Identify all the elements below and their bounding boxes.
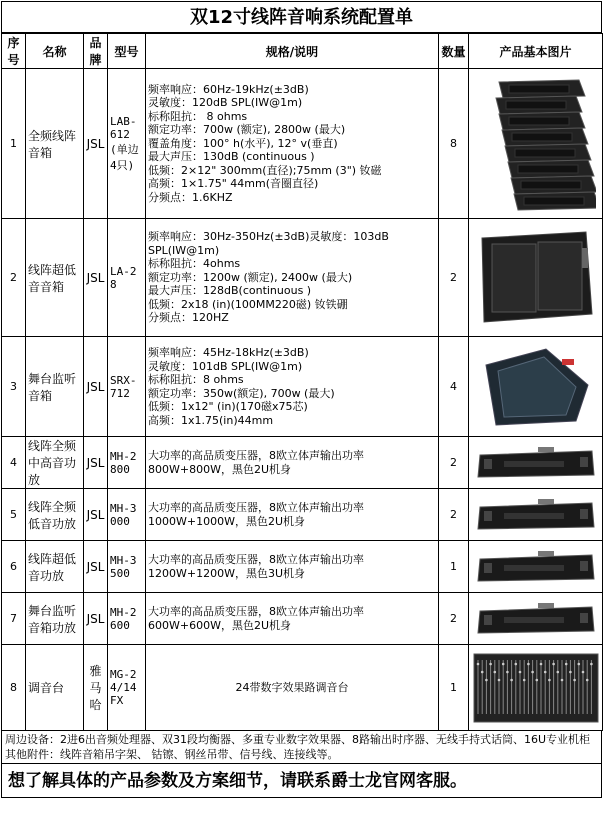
product-spec — [146, 593, 439, 645]
product-image — [469, 489, 603, 541]
product-brand: JSL — [84, 437, 108, 489]
table-header-row — [2, 34, 603, 69]
power-amplifier-icon — [471, 599, 600, 639]
product-brand: JSL — [84, 489, 108, 541]
spec-line: 分频点：1.6KHZ — [148, 190, 233, 204]
product-spec — [146, 645, 439, 731]
product-brand: JSL — [84, 69, 108, 219]
product-brand: 雅马哈 — [84, 645, 108, 731]
spec-line: 标称阻抗： 8 ohms — [148, 109, 248, 123]
config-sheet — [1, 1, 602, 822]
table-row — [2, 489, 603, 541]
spec-line: 大功率的高品质变压器，8欧立体声输出功率 — [148, 605, 364, 618]
header-spec: 规格/说明 — [146, 34, 439, 69]
subwoofer-icon — [471, 228, 600, 328]
table-row — [2, 337, 603, 437]
spec-line: 标称阻抗：4ohms — [148, 257, 241, 271]
product-image — [469, 645, 603, 731]
power-amplifier-icon — [471, 547, 600, 587]
product-name: 线阵全频中高音功放 — [26, 437, 84, 489]
peripherals-note: 周边设备：2进6出音频处理器、双31段均衡器、多重专业数字效果器、8路输出时序器、无线手持式话筒、16U专业机柜 — [5, 733, 591, 746]
product-quantity: 2 — [439, 437, 469, 489]
spec-line: 灵敏度：101dB SPL(IW@1m) — [148, 359, 303, 373]
product-model: MH-2800 — [108, 437, 146, 489]
product-quantity: 2 — [439, 489, 469, 541]
table-row — [2, 219, 603, 337]
spec-line: 额定功率：700w (额定), 2800w (最大) — [148, 123, 346, 137]
product-quantity: 4 — [439, 337, 469, 437]
product-spec — [146, 69, 439, 219]
power-amplifier-icon — [471, 443, 600, 483]
product-name: 线阵超低音音箱 — [26, 219, 84, 337]
spec-line: 频率响应：30Hz-350Hz(±3dB)灵敏度：103dB — [148, 230, 389, 244]
spec-line: 灵敏度：120dB SPL(IW@1m) — [148, 96, 303, 110]
product-quantity: 2 — [439, 219, 469, 337]
spec-line: 24带数字效果路调音台 — [235, 680, 349, 694]
spec-line: 低频：2×12" 300mm(直径);75mm (3") 钕磁 — [148, 163, 382, 177]
product-quantity: 1 — [439, 541, 469, 593]
product-model: LAB-612(单边4只) — [108, 69, 146, 219]
row-number: 7 — [2, 593, 26, 645]
spec-line: 额定功率：1200w (额定), 2400w (最大) — [148, 270, 353, 284]
product-spec — [146, 219, 439, 337]
spec-line: 大功率的高品质变压器，8欧立体声输出功率 — [148, 449, 364, 462]
contact-cta: 想了解具体的产品参数及方案细节，请联系爵士龙官网客服。 — [1, 764, 602, 798]
header-image: 产品基本图片 — [469, 34, 603, 69]
row-number: 1 — [2, 69, 26, 219]
table-row — [2, 593, 603, 645]
spec-line: 低频：1x12" (in)(170磁x75芯) — [148, 400, 308, 413]
stage-monitor-icon — [471, 345, 600, 429]
header-name: 名称 — [26, 34, 84, 69]
spec-line: 分频点：120HZ — [148, 311, 229, 325]
product-quantity: 8 — [439, 69, 469, 219]
sheet-title: 双12寸线阵音响系统配置单 — [1, 1, 602, 33]
spec-line: 低频：2x18 (in)(100MM220磁) 钕铁硼 — [148, 297, 348, 311]
product-model: MG-24/14FX — [108, 645, 146, 731]
product-image — [469, 541, 603, 593]
row-number: 6 — [2, 541, 26, 593]
product-brand: JSL — [84, 219, 108, 337]
product-quantity: 1 — [439, 645, 469, 731]
accessories-note: 其他附件：线阵音箱吊字架、 钴镲、钢丝吊带、信号线、连接线等。 — [5, 748, 339, 761]
spec-line: 1000W+1000W，黑色2U机身 — [148, 514, 306, 528]
product-name: 全频线阵音箱 — [26, 69, 84, 219]
product-model: LA-28 — [108, 219, 146, 337]
product-image — [469, 437, 603, 489]
product-name: 线阵超低音功放 — [26, 541, 84, 593]
mixing-console-icon — [471, 650, 600, 726]
spec-line: 600W+600W，黑色2U机身 — [148, 618, 292, 632]
product-model: MH-2600 — [108, 593, 146, 645]
config-table — [1, 33, 603, 731]
row-number: 8 — [2, 645, 26, 731]
product-image — [469, 219, 603, 337]
spec-line: 最大声压：128dB(continuous ) — [148, 284, 312, 298]
product-spec — [146, 489, 439, 541]
power-amplifier-icon — [471, 495, 600, 535]
product-spec — [146, 337, 439, 437]
product-image — [469, 69, 603, 219]
row-number: 2 — [2, 219, 26, 337]
footer-notes — [1, 731, 602, 764]
spec-line: 高频：1x1.75(in)44mm — [148, 413, 274, 427]
row-number: 5 — [2, 489, 26, 541]
product-brand: JSL — [84, 337, 108, 437]
header-no: 序号 — [2, 34, 26, 69]
product-image — [469, 337, 603, 437]
product-quantity: 2 — [439, 593, 469, 645]
header-qty: 数量 — [439, 34, 469, 69]
product-model: MH-3500 — [108, 541, 146, 593]
product-model: MH-3000 — [108, 489, 146, 541]
header-model: 型号 — [108, 34, 146, 69]
product-brand: JSL — [84, 541, 108, 593]
spec-line: SPL(IW@1m) — [148, 243, 220, 257]
product-name: 调音台 — [26, 645, 84, 731]
product-name: 线阵全频低音功放 — [26, 489, 84, 541]
spec-line: 额定功率：350w(额定), 700w (最大) — [148, 386, 335, 400]
table-row — [2, 437, 603, 489]
spec-line: 大功率的高品质变压器，8欧立体声输出功率 — [148, 501, 364, 514]
spec-line: 高频：1×1.75" 44mm(音圈直径) — [148, 177, 319, 191]
row-number: 4 — [2, 437, 26, 489]
spec-line: 标称阻抗：8 ohms — [148, 373, 244, 386]
product-spec — [146, 437, 439, 489]
row-number: 3 — [2, 337, 26, 437]
spec-line: 大功率的高品质变压器，8欧立体声输出功率 — [148, 553, 364, 566]
spec-line: 1200W+1200W，黑色3U机身 — [148, 566, 306, 580]
header-brand: 品牌 — [84, 34, 108, 69]
spec-line: 800W+800W，黑色2U机身 — [148, 462, 292, 476]
spec-line: 频率响应：60Hz-19kHz(±3dB) — [148, 82, 309, 96]
spec-line: 频率响应：45Hz-18kHz(±3dB) — [148, 346, 309, 359]
product-name: 舞台监听音箱功放 — [26, 593, 84, 645]
product-model: SRX-712 — [108, 337, 146, 437]
line-array-speaker-icon — [471, 74, 600, 214]
spec-line: 覆盖角度：100° h(水平), 12° v(垂直) — [148, 136, 338, 150]
table-row — [2, 69, 603, 219]
table-row — [2, 645, 603, 731]
product-spec — [146, 541, 439, 593]
product-brand: JSL — [84, 593, 108, 645]
table-row — [2, 541, 603, 593]
spec-line: 最大声压：130dB (continuous ) — [148, 150, 315, 164]
product-name: 舞台监听音箱 — [26, 337, 84, 437]
product-image — [469, 593, 603, 645]
